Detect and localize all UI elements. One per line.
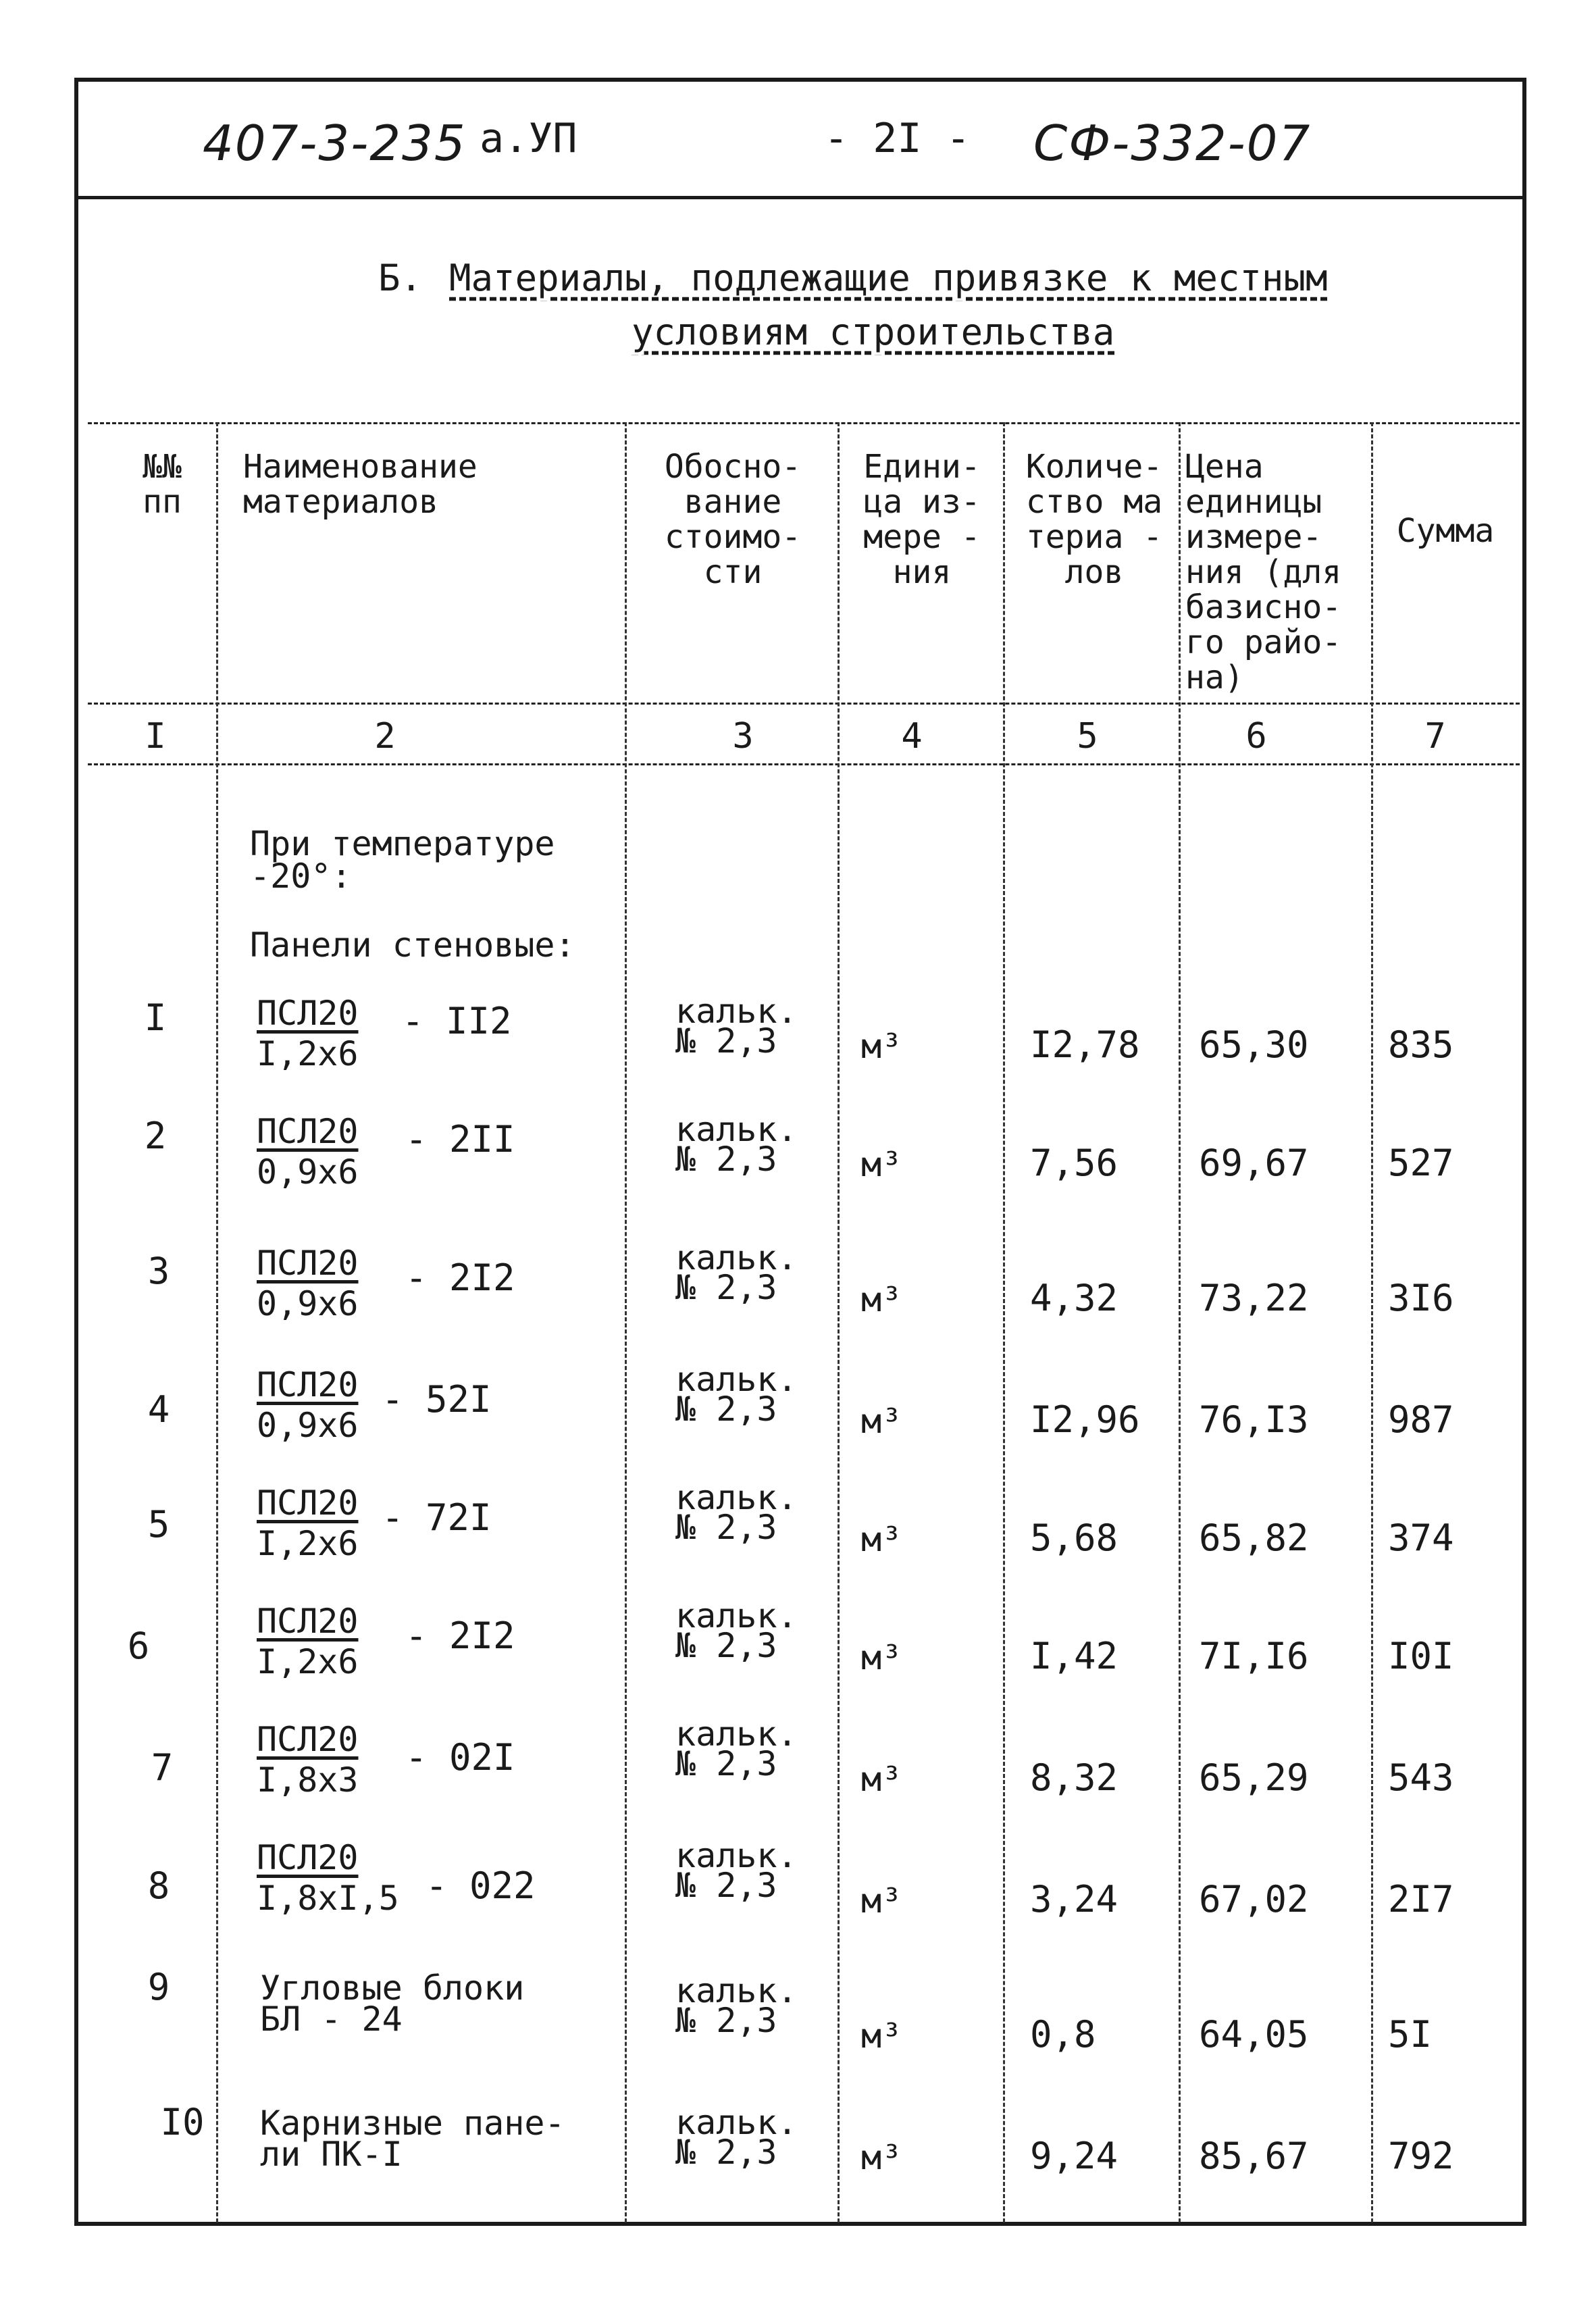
row-number: 5 — [147, 1503, 170, 1546]
panel-mark-denominator: I,2х6 — [257, 1642, 359, 1681]
quantity: 9,24 — [1030, 2135, 1118, 2177]
quantity: 7,56 — [1030, 1142, 1118, 1184]
col-number-5: 5 — [1077, 716, 1098, 757]
sum: 835 — [1388, 1023, 1454, 1066]
quantity: 0,8 — [1030, 2013, 1096, 2056]
sum: 527 — [1388, 1142, 1454, 1184]
panel-suffix: - 2I2 — [405, 1256, 515, 1299]
sum: 543 — [1388, 1756, 1454, 1799]
unit: м³ — [861, 1760, 902, 1799]
section-title-line2 — [632, 311, 1114, 353]
sum: 792 — [1388, 2135, 1454, 2177]
table-row — [0, 1966, 1596, 2081]
unit-price: 69,67 — [1199, 1142, 1309, 1184]
table-row — [0, 1837, 1596, 1952]
sf-code: СФ-332-07 — [1033, 115, 1312, 172]
sum: 374 — [1388, 1517, 1454, 1559]
unit-price: 65,82 — [1199, 1517, 1309, 1559]
sum: 5I — [1388, 2013, 1433, 2056]
panel-mark — [257, 1243, 359, 1324]
cost-basis: кальк. № 2,3 — [675, 1596, 798, 1665]
section-letter: Б. — [378, 257, 423, 299]
row-number: 3 — [147, 1250, 170, 1292]
row-number: 2 — [144, 1115, 167, 1157]
table-row — [0, 1714, 1596, 1834]
panel-mark — [257, 1837, 399, 1918]
col-number-1: I — [145, 716, 166, 757]
panel-suffix: - 52I — [382, 1378, 492, 1421]
col-number-2: 2 — [374, 716, 396, 757]
section-title-line1 — [378, 257, 1327, 299]
panel-mark-numerator: ПСЛ20 — [257, 1112, 359, 1151]
unit: м³ — [861, 1145, 902, 1184]
col-header-name: Наименование материалов — [243, 448, 478, 521]
cost-basis: кальк. № 2,3 — [675, 1110, 798, 1179]
unit-price: 85,67 — [1199, 2135, 1309, 2177]
table-row — [0, 2101, 1596, 2216]
panel-mark-denominator: I,2х6 — [257, 1034, 359, 1073]
panel-mark-numerator: ПСЛ20 — [257, 1838, 359, 1877]
cost-basis: кальк. № 2,3 — [675, 1714, 798, 1783]
unit-price: 65,29 — [1199, 1756, 1309, 1799]
panel-mark-denominator: I,8хI,5 — [257, 1879, 399, 1918]
cost-basis: кальк. № 2,3 — [675, 1238, 798, 1307]
panel-mark-numerator: ПСЛ20 — [257, 1602, 359, 1641]
section-title-text1: Материалы, подлежащие привязке к местным — [449, 257, 1328, 299]
panel-mark-numerator: ПСЛ20 — [257, 1720, 359, 1759]
panels-heading: Панели стеновые: — [250, 925, 575, 965]
row-number: I — [144, 996, 167, 1039]
panel-mark-denominator: 0,9х6 — [257, 1406, 359, 1445]
panel-mark — [257, 993, 359, 1074]
col-number-6: 6 — [1245, 716, 1267, 757]
cost-basis: кальк. № 2,3 — [675, 992, 798, 1061]
unit: м³ — [861, 1881, 902, 1921]
quantity: I,42 — [1030, 1635, 1118, 1677]
col-header-price: Цена единицы измере- ния (для базисно- го райо- на) — [1185, 448, 1342, 696]
panel-mark-numerator: ПСЛ20 — [257, 1483, 359, 1523]
document-code: 407-3-235 — [203, 115, 467, 172]
unit-price: 64,05 — [1199, 2013, 1309, 2056]
cost-basis: кальк. № 2,3 — [675, 1478, 798, 1547]
panel-mark — [257, 1365, 359, 1446]
table-row — [0, 1111, 1596, 1226]
colnum-bottom-rule — [88, 763, 1520, 765]
page-number: - 2I - — [824, 115, 971, 162]
panel-mark-denominator: 0,9х6 — [257, 1152, 359, 1192]
section-title-text2: условиям строительства — [632, 311, 1115, 353]
unit: м³ — [861, 1027, 902, 1066]
row-number: I0 — [160, 2101, 205, 2143]
panel-suffix: - 022 — [426, 1864, 536, 1907]
panel-mark-denominator: I,8х3 — [257, 1760, 359, 1800]
panel-suffix: - II2 — [402, 1000, 512, 1042]
col-header-number: №№ пп — [143, 448, 182, 521]
material-name: Угловые блоки БЛ - 24 — [260, 1968, 525, 2039]
panel-suffix: - 72I — [382, 1496, 492, 1539]
unit-price: 67,02 — [1199, 1878, 1309, 1921]
unit: м³ — [861, 2138, 902, 2177]
table-row — [0, 1360, 1596, 1479]
panel-suffix: - 02I — [405, 1736, 515, 1779]
panel-mark-denominator: I,2х6 — [257, 1524, 359, 1563]
panel-mark — [257, 1719, 359, 1800]
unit-price: 73,22 — [1199, 1277, 1309, 1319]
temperature-note: При температуре -20°: — [250, 824, 555, 896]
table-top-rule — [88, 422, 1520, 424]
col-header-unit: Едини- ца из- мере - ния — [863, 448, 981, 591]
col-header-sum: Сумма — [1396, 512, 1495, 550]
sum: 987 — [1388, 1398, 1454, 1441]
quantity: 5,68 — [1030, 1517, 1118, 1559]
row-number: 9 — [147, 1966, 170, 2008]
panel-mark-numerator: ПСЛ20 — [257, 1365, 359, 1404]
cost-basis: кальк. № 2,3 — [675, 1971, 798, 2040]
panel-mark — [257, 1483, 359, 1564]
header-divider — [74, 196, 1526, 199]
unit: м³ — [861, 2016, 902, 2056]
unit-price: 65,30 — [1199, 1023, 1309, 1066]
album-number: а.УП — [480, 115, 577, 162]
cost-basis: кальк. № 2,3 — [675, 2103, 798, 2172]
col-number-4: 4 — [901, 716, 923, 757]
unit-price: 7I,I6 — [1199, 1635, 1309, 1677]
quantity: I2,96 — [1030, 1398, 1140, 1441]
material-name: Карнизные пане- ли ПК-I — [260, 2104, 565, 2174]
quantity: I2,78 — [1030, 1023, 1140, 1066]
unit-price: 76,I3 — [1199, 1398, 1309, 1441]
col-number-3: 3 — [732, 716, 754, 757]
panel-mark-denominator: 0,9х6 — [257, 1284, 359, 1323]
row-number: 7 — [151, 1746, 174, 1789]
col-header-basis: Обосно- вание стоимо- сти — [664, 448, 802, 591]
unit: м³ — [861, 1520, 902, 1559]
unit: м³ — [861, 1402, 902, 1441]
sum: 2I7 — [1388, 1878, 1454, 1921]
panel-mark-numerator: ПСЛ20 — [257, 994, 359, 1033]
panel-mark-numerator: ПСЛ20 — [257, 1244, 359, 1283]
row-number: 4 — [147, 1388, 170, 1431]
cost-basis: кальк. № 2,3 — [675, 1836, 798, 1905]
table-row — [0, 993, 1596, 1108]
panel-mark — [257, 1601, 359, 1682]
unit: м³ — [861, 1280, 902, 1319]
col-number-7: 7 — [1424, 716, 1446, 757]
quantity: 4,32 — [1030, 1277, 1118, 1319]
table-row — [0, 1596, 1596, 1716]
quantity: 8,32 — [1030, 1756, 1118, 1799]
unit: м³ — [861, 1638, 902, 1677]
table-row — [0, 1238, 1596, 1358]
col-header-quantity: Количе- ство ма териа - лов — [1025, 448, 1163, 591]
sum: I0I — [1388, 1635, 1454, 1677]
table-row — [0, 1478, 1596, 1598]
sum: 3I6 — [1388, 1277, 1454, 1319]
row-number: 8 — [147, 1864, 170, 1907]
quantity: 3,24 — [1030, 1878, 1118, 1921]
cost-basis: кальк. № 2,3 — [675, 1360, 798, 1429]
header-bottom-rule — [88, 703, 1520, 705]
panel-mark — [257, 1111, 359, 1192]
panel-suffix: - 2I2 — [405, 1615, 515, 1657]
panel-suffix: - 2II — [405, 1118, 515, 1161]
row-number: 6 — [127, 1625, 150, 1667]
